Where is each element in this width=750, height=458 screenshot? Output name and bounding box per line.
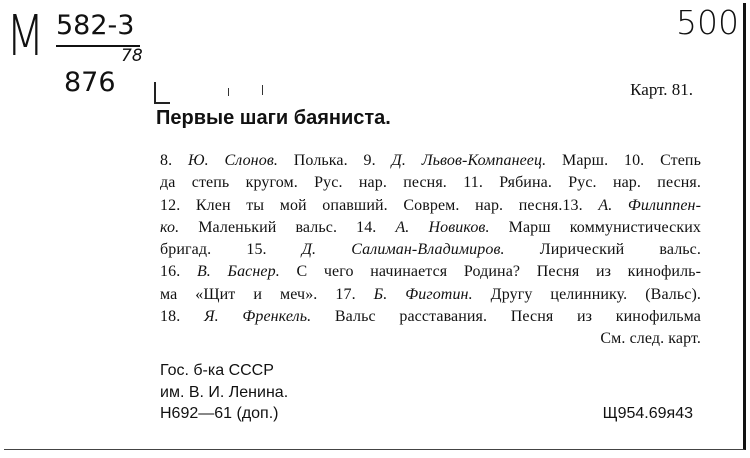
- author-name: Д. Салиман-Владимиров.: [301, 241, 505, 259]
- catalog-card: [4, 3, 746, 450]
- card-title: Первые шаги баяниста.: [156, 107, 391, 129]
- bracket-mark: [154, 82, 170, 104]
- handwritten-letter: М: [6, 4, 44, 69]
- body-line: 8. Ю. Слонов. Полька. 9. Д. Львов-Компанеец. Марш. 10. Степь: [160, 152, 701, 169]
- body-line: ма «Щит и меч». 17. Б. Фиготин. Другу целиннику. (Вальс).: [160, 285, 702, 303]
- classification-code: Щ954.69я43: [602, 405, 693, 422]
- author-name: ко.: [160, 218, 180, 236]
- author-name: Я. Френкель.: [203, 308, 312, 326]
- handwritten-card-number: 500: [676, 3, 739, 42]
- handwritten-call-number-bottom: 876: [64, 67, 116, 98]
- body-line: 12. Клен ты мой опавший. Соврем. нар. песня.13. А. Филиппен-: [160, 196, 702, 214]
- card-body-text: [160, 150, 701, 351]
- author-name: В. Баснер.: [196, 263, 280, 281]
- card-label: Карт. 81.: [630, 80, 693, 99]
- body-line: бригад. 15. Д. Салиман-Владимиров. Лирический вальс.: [160, 241, 701, 259]
- author-name: Б. Фиготин.: [373, 285, 473, 303]
- handwritten-superscript: 78: [121, 46, 143, 66]
- imprint-line: им. В. И. Ленина.: [160, 383, 289, 401]
- author-name: Ю. Слонов.: [188, 152, 278, 169]
- imprint-line: Гос. б-ка СССР: [160, 362, 274, 379]
- body-line: 18. Я. Френкель. Вальс расставания. Песня из кинофильма: [160, 308, 701, 326]
- body-line: 16. В. Баснер. С чего начинается Родина? Песня из кинофиль-: [160, 263, 701, 281]
- body-line: ко. Маленький вальс. 14. А. Новиков. Марш коммунистических: [160, 218, 701, 236]
- handwritten-call-number-top: 582-3: [56, 10, 135, 41]
- tick-mark: [228, 88, 229, 96]
- body-line: да степь кругом. Рус. нар. песня. 11. Рябина. Рус. нар. песня.: [160, 174, 701, 192]
- author-name: А. Новиков.: [395, 218, 490, 236]
- body-line: См. след. карт.: [600, 330, 701, 348]
- imprint-line: Н692—61 (доп.): [160, 405, 279, 422]
- library-imprint: [160, 360, 288, 425]
- author-name: А. Филиппен-: [598, 196, 702, 214]
- tick-mark: [262, 85, 263, 95]
- author-name: Д. Львов-Компанеец.: [391, 152, 547, 169]
